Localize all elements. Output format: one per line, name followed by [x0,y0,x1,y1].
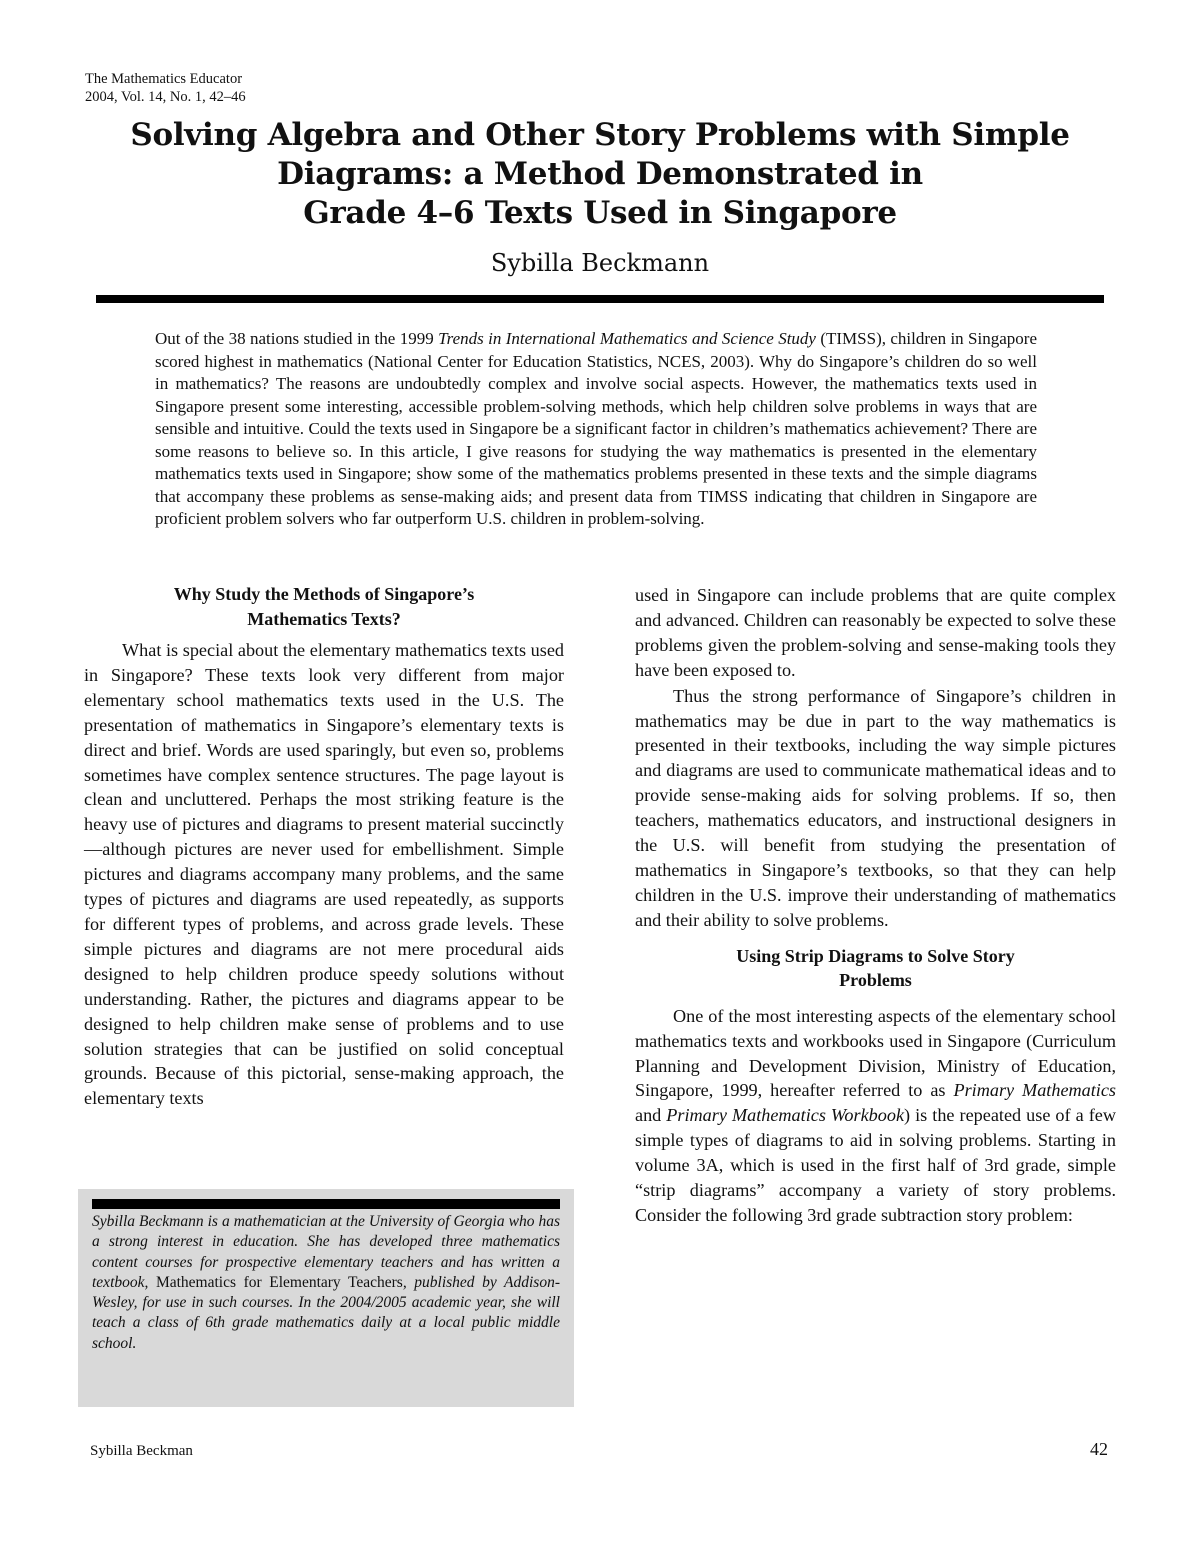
heading-line: Using Strip Diagrams to Solve Story [736,945,1015,966]
title-line-3: Grade 4–6 Texts Used in Singapore [303,195,897,231]
abstract-part-2: (TIMSS), children in Singapore scored highest in mathematics (National Center for Education Statistics, NCES, 2003). Why do Singapore’s children do so well in mathematics? The reasons are undoubtedly complex and involve social aspects. However, the mathematics texts used in Singapore present some interesting, accessible problem-solving methods, which help children solve problems in ways that are sensible and intuitive. Could the texts used in Singapore be a significant factor in children’s mathematics achievement? There are some reasons to believe so. In this article, I give reasons for studying the way mathematics is presented in the elementary mathematics texts used in Singapore; show some of the mathematics problems presented in these texts and the simple diagrams that accompany these problems as sense-making aids; and present data from TIMSS indicating that children in Singapore are proficient problem solvers who far outperform U.S. children in problem-solving. [155,329,1037,528]
abstract-study-name: Trends in International Mathematics and Science Study [438,329,816,348]
heading-line: Problems [839,970,912,991]
section-heading-strip-diagrams [635,944,1116,993]
right-column [635,583,1116,1228]
body-paragraph: Thus the strong performance of Singapore’s children in mathematics may be due in part to the way mathematics is presented in their textbooks, including the way simple pictures and diagrams are used to communicate mathematical ideas and to provide sense-making aids for solving problems. If so, then teachers, mathematics educators, and instructional designers in the U.S. will benefit from studying the presentation of mathematics in Singapore’s textbooks, so that they can help children in the U.S. improve their understanding of mathematics and their ability to solve problems. [635,685,1116,930]
title-line-2: Diagrams: a Method Demonstrated in [277,156,923,192]
abstract [155,328,1037,531]
title-line-1: Solving Algebra and Other Story Problems with Simple [130,117,1070,153]
author-bio-box [78,1189,574,1407]
journal-name: The Mathematics Educator [85,71,243,87]
book-title: Primary Mathematics Workbook [666,1105,905,1126]
bio-book-title: Mathematics for Elementary Teachers [155,1273,403,1291]
abstract-part-1: Out of the 38 nations studied in the 1999 [155,329,439,348]
text-span: One of the most interesting aspects of the elementary school mathematics texts and workbooks used in Singapore (Curriculum Planning and Development Division, Ministry of Education, Singapore, 1999, hereafter referred to as [635,1005,1116,1101]
page-number: 42 [1090,1439,1108,1459]
footer-author: Sybilla Beckman [90,1443,193,1459]
title-divider [96,295,1104,303]
body-paragraph: What is special about the elementary mathematics texts used in Singapore? These texts look very different from major elementary school mathematics texts used in the U.S. The presentation of mathematics in Singapore’s elementary texts is direct and brief. Words are used sparingly, but even so, problems sometimes have complex sentence structures. The page layout is clean and uncluttered. Perhaps the most striking feature is the heavy use of pictures and diagrams to present material succinctly—although pictures are never used for embellishment. Simple pictures and diagrams accompany many problems, and the same types of pictures and diagrams are used repeatedly, as supports for different types of problems, and across grade levels. These simple pictures and diagrams are not mere procedural aids designed to help children produce speedy solutions without understanding. Rather, the pictures and diagrams appear to be designed to help children make sense of problems and to use solution strategies that can be justified on solid conceptual grounds. Because of this pictorial, sense-making approach, the elementary texts [84,640,564,1109]
text-span: and [635,1105,667,1126]
bio-part-2: , published by Addison-Wesley, for use in such courses. In the 2004/2005 academic year, she will teach a class of 6th grade mathematics daily at a local public middle school. [92,1273,560,1352]
bio-divider [92,1199,560,1209]
body-paragraph [635,1004,1116,1228]
section-heading-why-study [84,582,564,631]
bio-part-1: Sybilla Beckmann is a mathematician at the University of Georgia who has a strong interest in education. She has developed three mathematics content courses for prospective elementary teachers and has written a textbook, [92,1213,560,1291]
heading-line: Mathematics Texts? [247,608,401,629]
journal-volume: 2004, Vol. 14, No. 1, 42–46 [85,89,246,105]
body-paragraph-continued: used in Singapore can include problems that are quite complex and advanced. Children can reasonably be expected to solve these problems given the problem-solving and sense-making tools they have been exposed to. [635,585,1116,680]
text-span: ) is the repeated use of a few simple types of diagrams to aid in solving problems. Starting in volume 3A, which is used in the first half of 3rd grade, simple “strip diagrams” accompany a variety of story problems. Consider the following 3rd grade subtraction story problem: [635,1105,1116,1225]
author-bio [92,1212,560,1354]
article-title [96,116,1104,233]
heading-line: Why Study the Methods of Singapore’s [173,584,475,604]
author-name: Sybilla Beckmann [490,249,710,277]
left-column [84,582,564,1111]
book-title: Primary Mathematics [953,1080,1117,1101]
